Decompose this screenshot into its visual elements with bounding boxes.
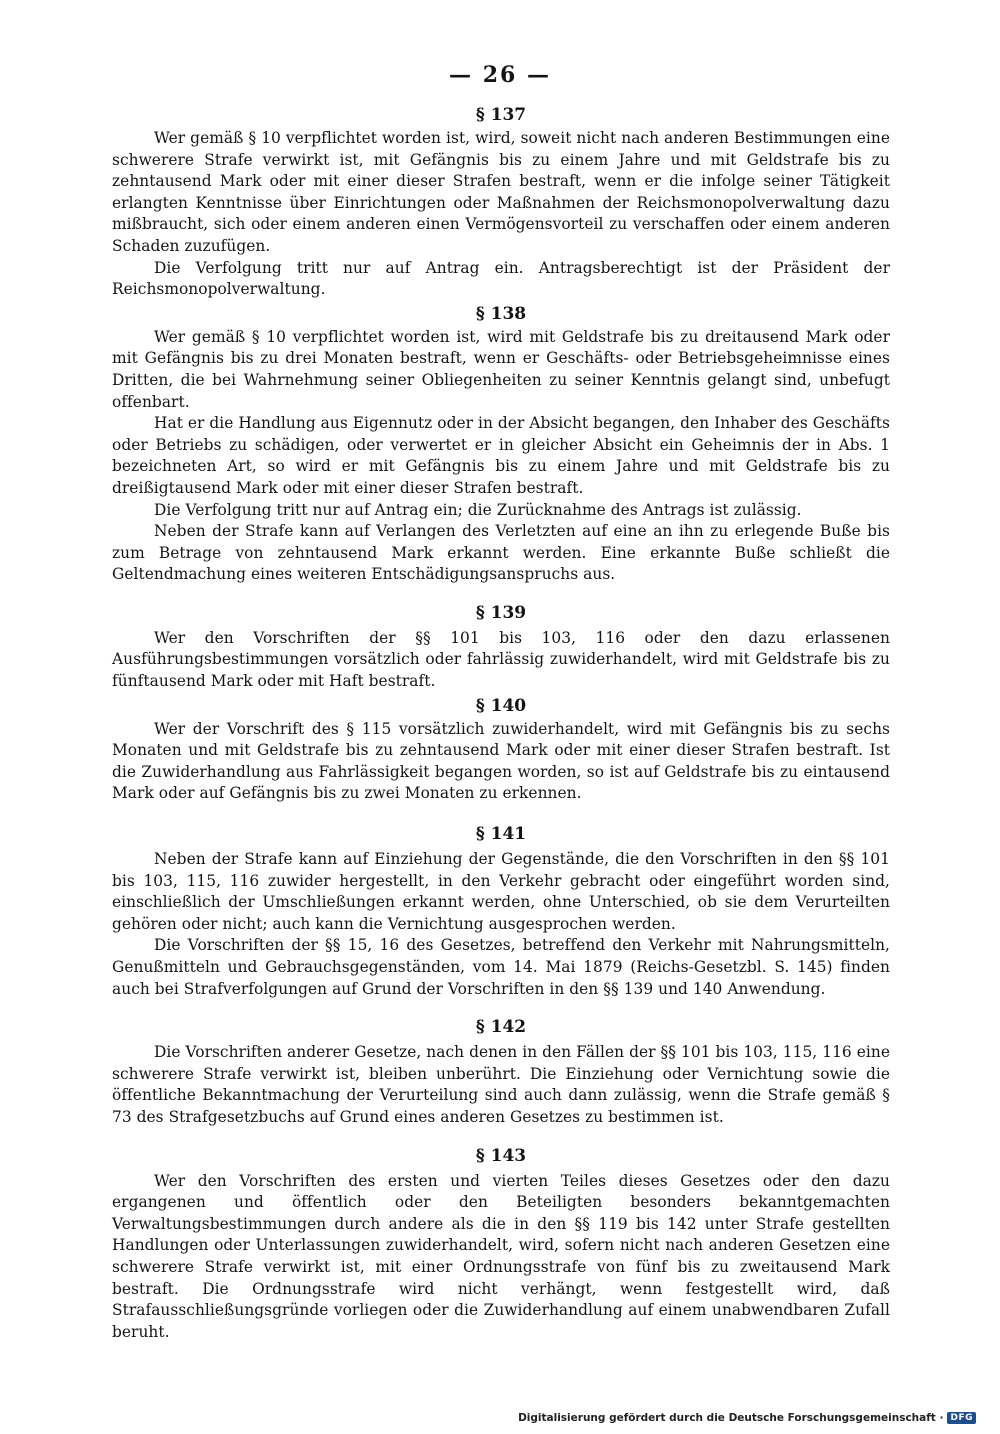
section-137 [112,104,890,301]
paragraph: Wer gemäß § 10 verpflichtet worden ist, wird mit Geldstrafe bis zu dreitausend Mark oder mit Gefängnis bis zu drei Monaten bestraft, wenn er Geschäfts- oder Betriebsgeheimnisse eines Dritten, die bei Wahrnehmung seiner Obliegenheiten zu seiner Kenntnis gelangt sind, unbefugt offenbart. [112,327,890,411]
paragraph: Wer den Vorschriften des ersten und vierten Teiles dieses Gesetzes oder den dazu ergangenen und öffentlich oder den Beteiligten besonders bekanntgemachten Verwaltungsbestimmungen durch andere als die in den §§ 119 bis 142 unter Strafe gestellten Handlungen oder Unterlassungen zuwiderhandelt, wird, sofern nicht nach anderen Gesetzen eine schwerere Strafe verwirkt ist, mit einer Ordnungsstrafe von fünf bis zu zweitausend Mark bestraft. Die Ordnungsstrafe wird nicht verhängt, wenn festgestellt wird, daß Strafausschließungsgründe vorliegen oder die Zuwiderhandlung auf einem unabwendbaren Zufall beruht. [112,1171,890,1341]
section-heading: § 138 [475,303,527,324]
paragraph: Die Verfolgung tritt nur auf Antrag ein; die Zurücknahme des Antrags ist zulässig. [154,500,802,519]
paragraph: Wer den Vorschriften der §§ 101 bis 103, 116 oder den dazu erlassenen Ausführungsbestimmungen vorsätzlich oder fahrlässig zuwiderhandelt, wird mit Geldstrafe bis zu fünftausend Mark oder mit Haft bestraft. [112,628,890,691]
paragraph: Die Verfolgung tritt nur auf Antrag ein. Antragsberechtigt ist der Präsident der Reichsmonopolverwaltung. [112,258,890,299]
paragraph: Wer gemäß § 10 verpflichtet worden ist, wird, soweit nicht nach anderen Bestimmungen eine schwerere Strafe verwirkt ist, mit Gefängnis bis zu einem Jahre und mit Geldstrafe bis zu zehntausend Mark oder mit einer dieser Strafen bestraft, wenn er die infolge seiner Tätigkeit erlangten Kenntnisse über Einrichtungen oder Maßnahmen der Reichsmonopolverwaltung dazu mißbraucht, sich oder einem anderen einen Vermögensvorteil zu verschaffen oder einem anderen Schaden zuzufügen. [112,129,890,255]
paragraph: Die Vorschriften der §§ 15, 16 des Gesetzes, betreffend den Verkehr mit Nahrungsmitteln, Genußmitteln und Gebrauchsgegenständen, vom 14. Mai 1879 (Reichs-Gesetzbl. S. 145) finden auch bei Strafverfolgungen auf Grund der Vorschriften in den §§ 139 und 140 Anwendung. [112,936,890,998]
section-138 [112,303,890,586]
document-body [112,104,890,1343]
paragraph: Die Vorschriften anderer Gesetze, nach denen in den Fällen der §§ 101 bis 103, 115, 116 eine schwerere Strafe verwirkt ist, bleiben unberührt. Die Einziehung oder Vernichtung sowie die öffentliche Bekanntmachung der Verurteilung sind auch dann zulässig, wenn die Strafe gemäß § 73 des Strafgesetzbuchs auf Grund eines anderen Gesetzes zu bestimmen ist. [112,1043,890,1126]
section-heading: § 141 [475,824,527,845]
digitization-credit [518,1412,976,1424]
paragraph: Neben der Strafe kann auf Einziehung der Gegenstände, die den Vorschriften in den §§ 101 bis 103, 115, 116 zuwider hergestellt, in den Verkehr gebracht oder eingeführt worden sind, einschließlich der Umschließungen erkannt werden, ohne Unterschied, ob sie dem Verurteilten gehören oder nicht; auch kann die Vernichtung ausgesprochen werden. [112,850,890,933]
paragraph: Wer der Vorschrift des § 115 vorsätzlich zuwiderhandelt, wird mit Gefängnis bis zu sechs Monaten und mit Geldstrafe bis zu zehntausend Mark oder mit einer dieser Strafen bestraft. Ist die Zuwiderhandlung aus Fahrlässigkeit begangen worden, so ist auf Geldstrafe bis zu eintausend Mark oder auf Gefängnis bis zu zwei Monaten zu erkennen. [112,719,890,803]
section-heading: § 137 [475,105,527,125]
dfg-logo-icon: DFG [947,1412,976,1424]
section-heading: § 140 [475,695,527,716]
paragraph: Hat er die Handlung aus Eigennutz oder in der Absicht begangen, den Inhaber des Geschäfts oder Betriebs zu schädigen, oder verwertet er in gleicher Absicht ein Geheimnis der in Abs. 1 bezeichneten Art, so wird er mit Gefängnis bis zu einem Jahre und mit Geldstrafe bis zu dreißigtausend Mark oder mit einer dieser Strafen bestraft. [112,414,890,497]
section-heading: § 139 [475,602,527,623]
section-heading: § 142 [475,1017,527,1038]
section-141 [112,823,890,1000]
section-139 [112,602,890,693]
paragraph: Neben der Strafe kann auf Verlangen des Verletzten auf eine an ihn zu erlegende Buße bis zum Betrage von zehntausend Mark erkannt werden. Eine erkannte Buße schließt die Geltendmachung eines weiteren Entschädigungsanspruchs aus. [112,522,890,584]
section-140 [112,695,890,805]
page-number: — 26 — [449,62,551,88]
section-heading: § 143 [475,1145,527,1166]
section-142 [112,1016,890,1128]
credit-text: Digitalisierung gefördert durch die Deutsche Forschungsgemeinschaft · [518,1412,944,1424]
section-143 [112,1145,890,1344]
